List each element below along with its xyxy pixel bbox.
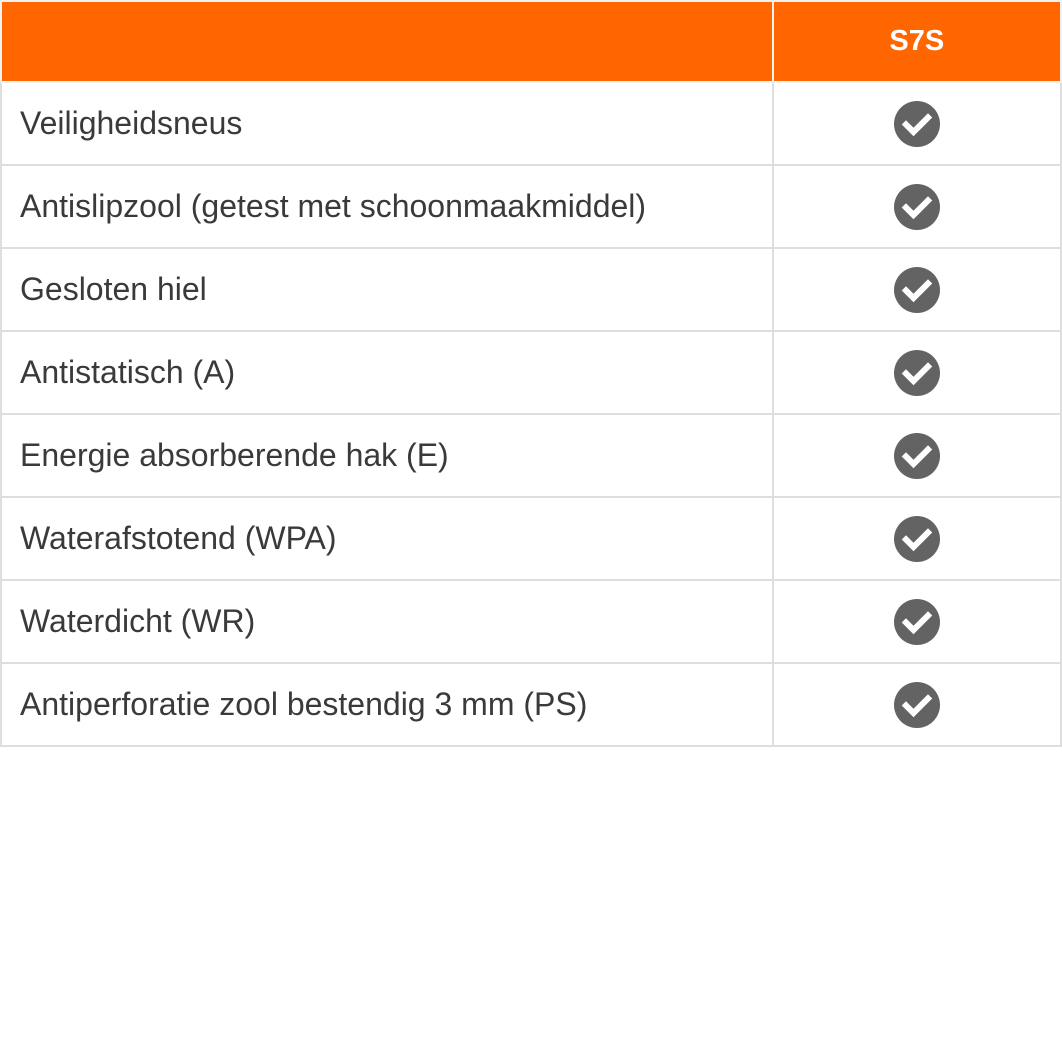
table-header	[1, 1, 1061, 82]
check-icon	[893, 183, 941, 231]
feature-label: Antislipzool (getest met schoonmaakmiddel)	[1, 165, 773, 248]
feature-label: Veiligheidsneus	[1, 82, 773, 165]
header-column-s7s: S7S	[773, 1, 1061, 82]
feature-value-cell	[773, 663, 1061, 746]
table-row	[1, 497, 1061, 580]
check-icon	[893, 266, 941, 314]
header-row	[1, 1, 1061, 82]
feature-value-cell	[773, 165, 1061, 248]
feature-label: Waterafstotend (WPA)	[1, 497, 773, 580]
table-row	[1, 331, 1061, 414]
feature-label: Gesloten hiel	[1, 248, 773, 331]
table-row	[1, 165, 1061, 248]
feature-value-cell	[773, 82, 1061, 165]
check-icon	[893, 432, 941, 480]
table-row	[1, 580, 1061, 663]
check-icon	[893, 349, 941, 397]
feature-label: Antiperforatie zool bestendig 3 mm (PS)	[1, 663, 773, 746]
table-row	[1, 414, 1061, 497]
feature-label: Waterdicht (WR)	[1, 580, 773, 663]
table-row	[1, 82, 1061, 165]
table-body	[1, 82, 1061, 746]
header-feature-cell	[1, 1, 773, 82]
feature-value-cell	[773, 248, 1061, 331]
feature-value-cell	[773, 497, 1061, 580]
check-icon	[893, 681, 941, 729]
check-icon	[893, 598, 941, 646]
check-icon	[893, 515, 941, 563]
feature-label: Energie absorberende hak (E)	[1, 414, 773, 497]
feature-value-cell	[773, 414, 1061, 497]
table-row	[1, 663, 1061, 746]
feature-label: Antistatisch (A)	[1, 331, 773, 414]
check-icon	[893, 100, 941, 148]
table-row	[1, 248, 1061, 331]
feature-value-cell	[773, 331, 1061, 414]
feature-value-cell	[773, 580, 1061, 663]
